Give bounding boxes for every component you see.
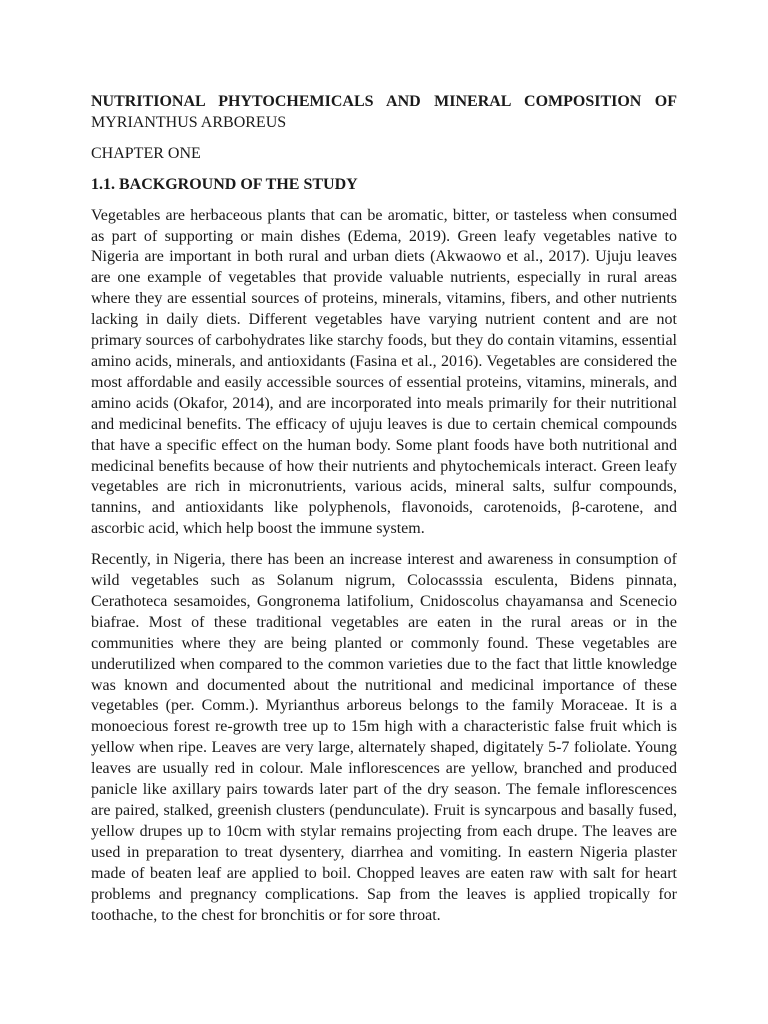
body-paragraph: Vegetables are herbaceous plants that can be aromatic, bitter, or tasteless when consumed as part of supporting or main dishes (Edema, 2019). Green leafy vegetables native to Nigeria are important in both rural and urban diets (Akwaowo et al., 2017). Ujuju leaves are one example of vegetables that provide valuable nutrients, especially in rural areas where they are essential sources of proteins, minerals, vitamins, fibers, and other nutrients lacking in daily diets. Different vegetables have varying nutrient content and are not primary sources of carbohydrates like starchy foods, but they do contain vitamins, essential amino acids, minerals, and antioxidants (Fasina et al., 2016). Vegetables are considered the most affordable and easily accessible sources of essential proteins, vitamins, minerals, and amino acids (Okafor, 2014), and are incorporated into meals primarily for their nutritional and medicinal benefits. The efficacy of ujuju leaves is due to certain chemical compounds that have a specific effect on the human body. Some plant foods have both nutritional and medicinal benefits because of how their nutrients and phytochemicals interact. Green leafy vegetables are rich in micronutrients, various acids, mineral salts, sulfur compounds, tannins, and antioxidants like polyphenols, flavonoids, carotenoids, β-carotene, and ascorbic acid, which help boost the immune system. — [91, 206, 677, 538]
document-page — [91, 92, 677, 926]
body-paragraph: Recently, in Nigeria, there has been an increase interest and awareness in consumption of wild vegetables such as Solanum nigrum, Colocasssia esculenta, Bidens pinnata, Cerathoteca sesamoides, Gongronema latifolium, Cnidoscolus chayamansa and Scenecio biafrae. Most of these traditional vegetables are eaten in the rural areas or in the communities where they are being planted or commonly found. These vegetables are underutilized when compared to the common varieties due to the fact that little knowledge was known and documented about the nutritional and medicinal importance of these vegetables (per. Comm.). Myrianthus arboreus belongs to the family Moraceae. It is a monoecious forest re-growth tree up to 15m high with a characteristic false fruit which is yellow when ripe. Leaves are very large, alternately shaped, digitately 5-7 foliolate. Young leaves are usually red in colour. Male inflorescences are yellow, branched and produced panicle like axillary pairs towards later part of the dry season. The female inflorescences are paired, stalked, greenish clusters (pendunculate). Fruit is syncarpous and basally fused, yellow drupes up to 10cm with stylar remains projecting from each drupe. The leaves are used in preparation to treat dysentery, diarrhea and vomiting. In eastern Nigeria plaster made of beaten leaf are applied to boil. Chopped leaves are eaten raw with salt for heart problems and pregnancy complications. Sap from the leaves is applied tropically for toothache, to the chest for bronchitis or for sore throat. — [91, 551, 677, 924]
document-title: NUTRITIONAL PHYTOCHEMICALS AND MINERAL COMPOSITION OF — [91, 93, 677, 110]
document-subtitle: MYRIANTHUS ARBOREUS — [91, 113, 287, 131]
chapter-heading: CHAPTER ONE — [91, 144, 201, 162]
section-heading: 1.1. BACKGROUND OF THE STUDY — [91, 175, 358, 193]
